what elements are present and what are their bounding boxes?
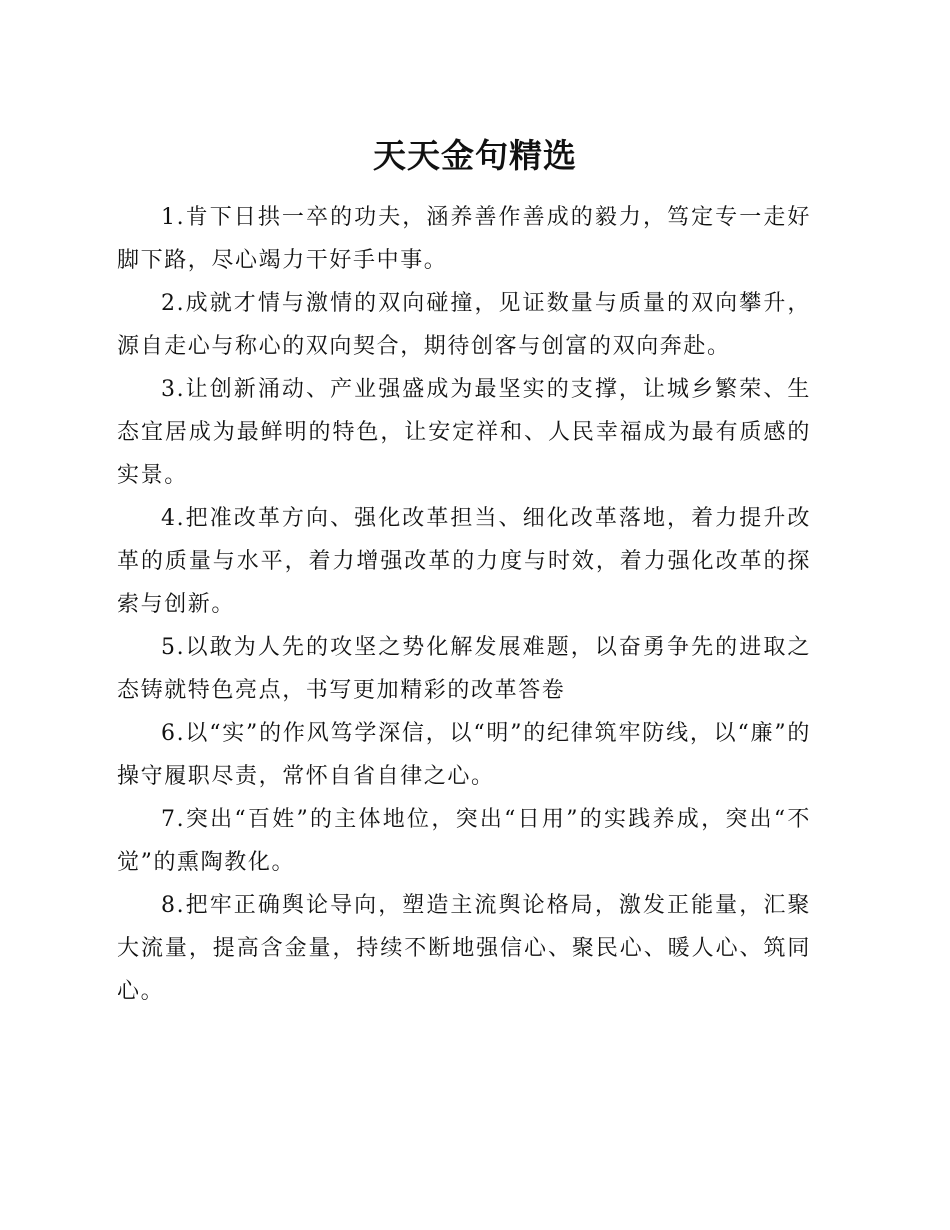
paragraph-7: 7.突出“百姓”的主体地位，突出“日用”的实践养成，突出“不觉”的熏陶教化。 [117, 807, 811, 875]
paragraph-2: 2.成就才情与激情的双向碰撞，见证数量与质量的双向攀升，源自走心与称心的双向契合，期待创客与创富的双向奔赴。 [117, 291, 811, 359]
paragraph-4: 4.把准改革方向、强化改革担当、细化改革落地，着力提升改革的质量与水平，着力增强改革的力度与时效，着力强化改革的探索与创新。 [117, 506, 811, 617]
document-title: 天天金句精选 [373, 136, 577, 175]
paragraph-8: 8.把牢正确舆论导向，塑造主流舆论格局，激发正能量，汇聚大流量，提高含金量，持续不断地强信心、聚民心、暖人心、筑同心。 [117, 893, 811, 1004]
paragraph-6: 6.以“实”的作风笃学深信，以“明”的纪律筑牢防线，以“廉”的操守履职尽责，常怀自省自律之心。 [117, 721, 811, 789]
paragraph-1: 1.肯下日拱一卒的功夫，涵养善作善成的毅力，笃定专一走好脚下路，尽心竭力干好手中事。 [117, 205, 811, 273]
document-body [117, 196, 811, 1013]
paragraph-5: 5.以敢为人先的攻坚之势化解发展难题，以奋勇争先的进取之态铸就特色亮点，书写更加精彩的改革答卷 [117, 635, 811, 703]
paragraph-3: 3.让创新涌动、产业强盛成为最坚实的支撑，让城乡繁荣、生态宜居成为最鲜明的特色，让安定祥和、人民幸福成为最有质感的实景。 [117, 377, 811, 488]
